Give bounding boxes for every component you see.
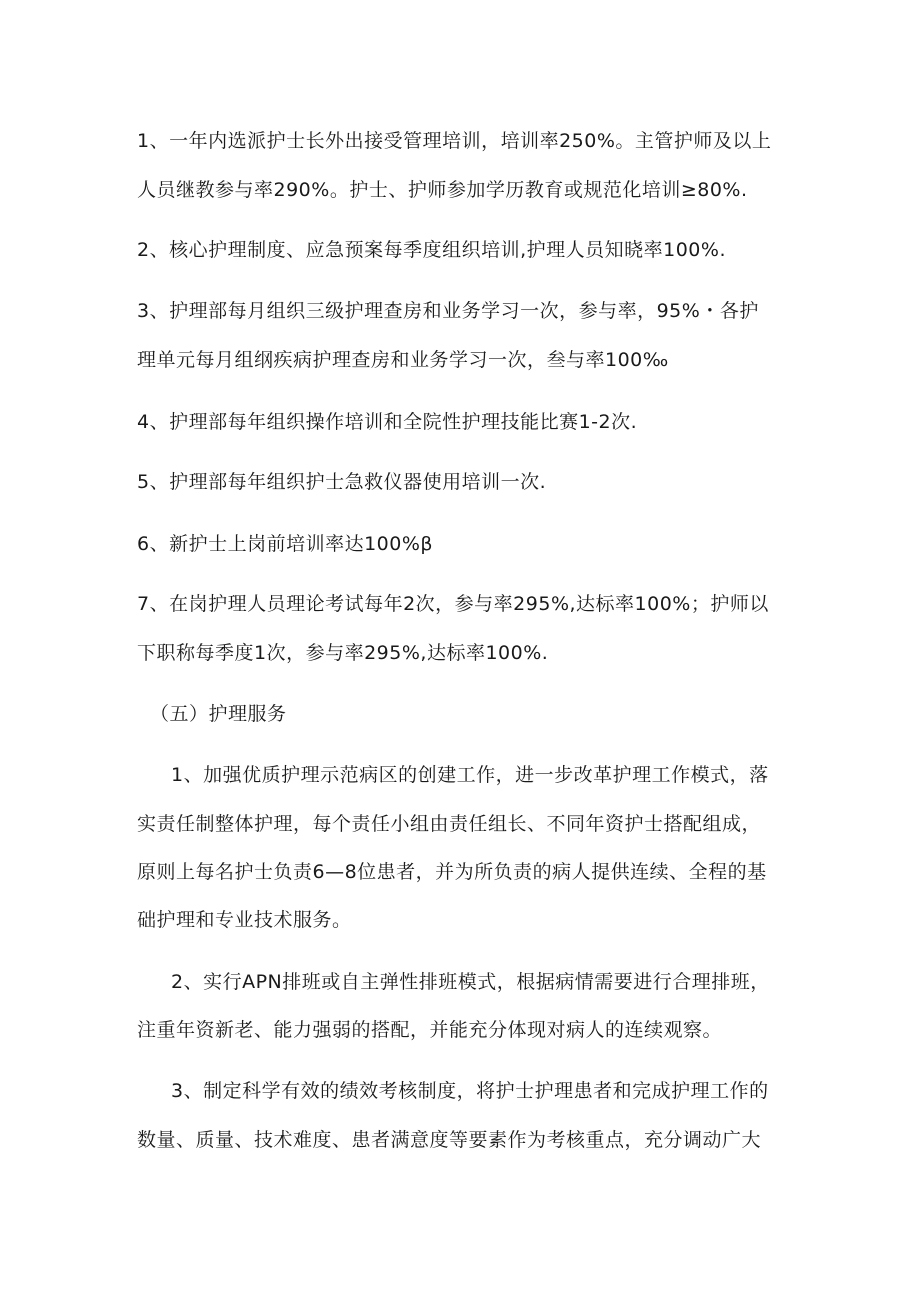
text-line: 人员继教参与率290%。护士、护师参加学历教育或规范化培训≥80%. — [137, 179, 748, 201]
text-line: 1、加强优质护理示范病区的创建工作，进一步改革护理工作模式，落 — [171, 764, 769, 786]
text-line: 3、护理部每月组织三级护理查房和业务学习一次，参与率，95%・各护 — [137, 300, 759, 322]
text-line: 7、在岗护理人员理论考试每年2次，参与率295%,达标率100%；护师以 — [137, 593, 769, 615]
text-line: 2、核心护理制度、应急预案每季度组织培训,护理人员知晓率100%. — [137, 239, 726, 261]
text-line: 注重年资新老、能力强弱的搭配，并能充分体现对病人的连续观察。 — [137, 1019, 723, 1041]
text-line: 3、制定科学有效的绩效考核制度，将护士护理患者和完成护理工作的 — [171, 1080, 769, 1102]
text-line: 4、护理部每年组织操作培训和全院性护理技能比赛1-2次. — [137, 411, 638, 433]
text-line: 础护理和专业技术服务。 — [137, 909, 352, 931]
text-line: 实责任制整体护理，每个责任小组由责任组长、不同年资护士搭配组成， — [137, 813, 762, 835]
text-line: 理单元每月组纲疾病护理查房和业务学习一次，叁与率100‰ — [137, 349, 669, 371]
text-line: 2、实行APN排班或自主弹性排班模式，根据病情需要进行合理排班， — [171, 971, 770, 993]
text-line: 下职称每季度1次，参与率295%,达标率100%. — [137, 642, 549, 664]
text-line: 6、新护士上岗前培训率达100%β — [137, 533, 434, 555]
section-heading: （五）护理服务 — [150, 703, 287, 725]
text-line: 原则上每名护士负责6—8位患者，并为所负责的病人提供连续、全程的基 — [137, 861, 767, 883]
text-line: 1、一年内选派护士长外出接受管理培训，培训率250%。主管护师及以上 — [137, 130, 772, 152]
text-line: 数量、质量、技术难度、患者满意度等要素作为考核重点，充分调动广大 — [137, 1129, 762, 1151]
text-line: 5、护理部每年组织护士急救仪器使用培训一次. — [137, 471, 547, 493]
